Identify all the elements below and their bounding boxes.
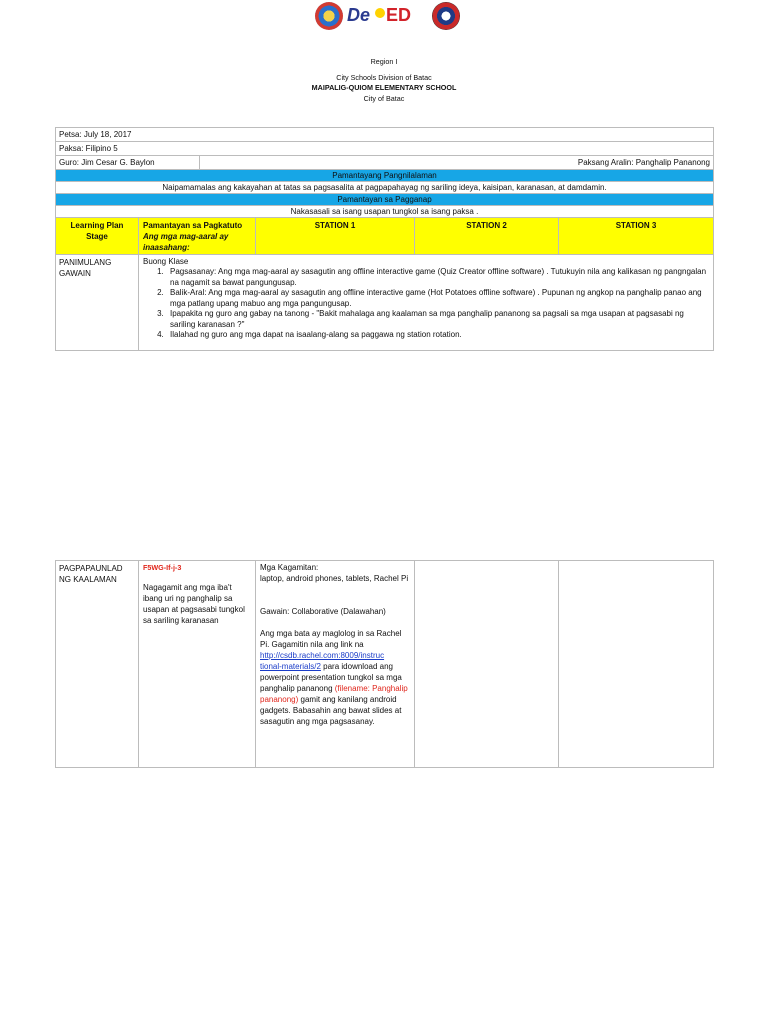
rachel-link-line1[interactable]: http://csdb.rachel.com:8009/instruc [260, 651, 385, 660]
pagpapaunlad-stage: PAGPAPAUNLAD NG KAALAMAN [55, 560, 138, 768]
kagamitan-label: Mga Kagamitan: [260, 563, 319, 572]
rachel-link-line2[interactable]: tional-materials/2 [260, 662, 321, 671]
region-line: Region I [370, 57, 398, 66]
city-seal-icon [315, 2, 343, 30]
pagkatuto-header-title: Pamantayan sa Pagkatuto [143, 221, 243, 230]
station-2-content [414, 560, 558, 768]
kagamitan-text: laptop, android phones, tablets, Rachel Pi [260, 574, 409, 583]
svg-text:De: De [347, 5, 371, 25]
description-part-2: para idownload ang powerpoint presentation tungkol sa mga panghalip pananong [260, 662, 402, 693]
panimulang-stage: PANIMULANG GAWAIN [55, 254, 138, 351]
station-3-content [558, 560, 714, 768]
station-2-header: STATION 2 [414, 217, 558, 254]
panimulang-item: 2. Balik-Aral: Ang mga mag-aaral ay sasagutin ang offline interactive game (Hot Potatoes offline software) . Pupunan ng angkop na panghalip panao ang mga patlang upang mabuo ang mga pangungusap. [166, 288, 710, 309]
paksa-cell: Paksa: Filipino 5 [55, 141, 714, 155]
header-logos [0, 0, 768, 30]
deped-logo [346, 3, 428, 25]
gawain-text: Gawain: Collaborative (Dalawahan) [260, 607, 386, 616]
paksang-aralin-cell: Paksang Aralin: Panghalip Pananong [199, 155, 714, 169]
competency-text: Nagagamit ang mga iba't ibang uri ng panghalip sa usapan at pagsasabi tungkol sa sariling karanasan [143, 583, 245, 625]
pagpapaunlad-pagkatuto [138, 560, 255, 768]
panimulang-item: 1. Pagsasanay: Ang mga mag-aaral ay sasagutin ang offline interactive game (Quiz Creator offline software) . Tutukuyin nila ang kalikasan ng pangngalan na nagamit sa bawat pangungusap. [166, 267, 710, 288]
division-line: City Schools Division of Batac [336, 73, 432, 82]
description-part-1: Ang mga bata ay maglolog in sa Rachel Pi. Gagamitin nila ang link na [260, 629, 402, 649]
station-1-content [255, 560, 414, 768]
pagganap-text: Nakasasali sa isang usapan tungkol sa isang paksa . [55, 205, 714, 217]
station-3-header: STATION 3 [558, 217, 714, 254]
panimulang-item: 4. Ilalahad ng guro ang mga dapat na isaalang-alang sa paggawa ng station rotation. [166, 330, 710, 341]
pangnilalaman-title: Pamantayang Pangnilalaman [55, 169, 714, 181]
pagganap-title: Pamantayan sa Pagganap [55, 193, 714, 205]
guro-cell: Guro: Jim Cesar G. Baylon [55, 155, 200, 169]
description-part-3: gamit ang kanilang android gadgets. Babasahin ang bawat slides at sasagutin ang mga pagsasanay. [260, 695, 402, 726]
pagkatuto-header [138, 217, 255, 254]
panimulang-list [143, 267, 710, 341]
panimulang-group: Buong Klase [143, 257, 189, 266]
city-line: City of Batac [363, 94, 405, 103]
filename-note: (filename: Panghalip pananong) [260, 684, 408, 704]
competency-code: F5WG-If-j-3 [143, 563, 182, 572]
school-name: MAIPALIG-QUIOM ELEMENTARY SCHOOL [311, 83, 457, 92]
panimulang-content [138, 254, 714, 351]
deped-seal-icon [432, 2, 460, 30]
svg-text:ED: ED [386, 5, 412, 25]
station-1-description [260, 628, 411, 727]
stage-header: Learning Plan Stage [55, 217, 138, 254]
pagkatuto-header-sub: Ang mga mag-aaral ay inaasahang: [143, 232, 229, 252]
panimulang-item: 3. Ipapakita ng guro ang gabay na tanong - "Bakit mahalaga ang kaalaman sa mga panghalip pananong sa pagsali sa mga usapan at pagsasabi ng sariling karanasan ?" [166, 309, 710, 330]
station-1-header: STATION 1 [255, 217, 414, 254]
petsa-cell: Petsa: July 18, 2017 [55, 127, 714, 141]
pangnilalaman-text: Naipamamalas ang kakayahan at tatas sa pagsasalita at pagpapahayag ng sariling ideya, kaisipan, karanasan, at damdamin. [55, 181, 714, 193]
